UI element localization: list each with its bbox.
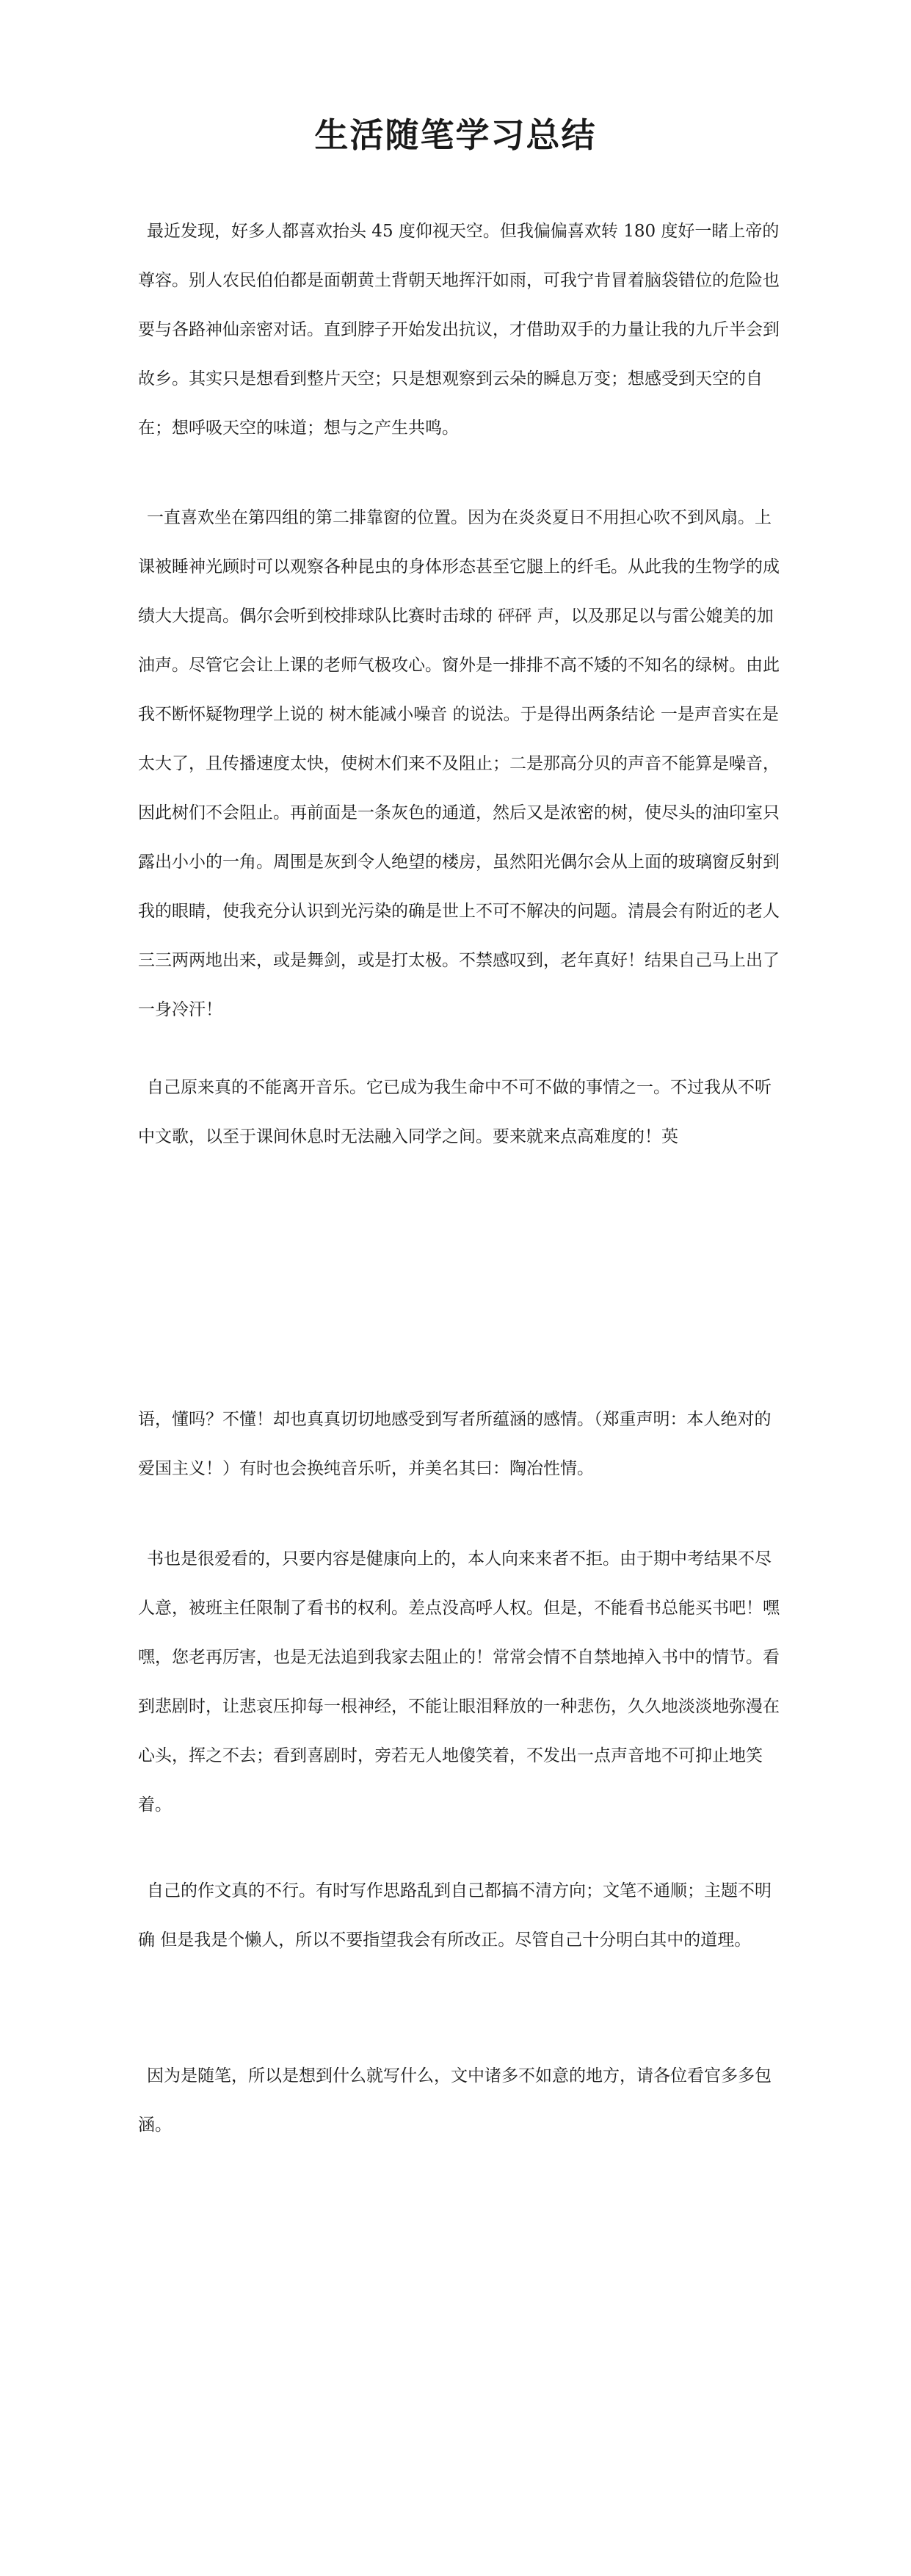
paragraph-text: 自己的作文真的不行。有时写作思路乱到自己都搞不清方向；文笔不通顺；主题不明确 但是我是个懒人，所以不要指望我会有所改正。尽管自己十分明白其中的道理。: [138, 1881, 772, 1950]
paragraph-music-continued: [138, 1395, 784, 1494]
paragraph-text: 因为是随笔，所以是想到什么就写什么，文中诸多不如意的地方，请各位看官多多包涵。: [138, 2066, 772, 2135]
paragraph-text: 最近发现，好多人都喜欢抬头 45 度仰视天空。但我偏偏喜欢转 180 度好一睹上帝的尊容。别人农民伯伯都是面朝黄土背朝天地挥汗如雨，可我宁肯冒着脑袋错位的危险也要与各路神仙亲密对话。直到脖子开始发出抗议，才借助双手的力量让我的九斤半会到故乡。其实只是想看到整片天空；只是想观察到云朵的瞬息万变；想感受到天空的自在；想呼吸天空的味道；想与之产生共鸣。: [138, 222, 780, 438]
paragraph-text: 书也是很爱看的，只要内容是健康向上的，本人向来来者不拒。由于期中考结果不尽人意，被班主任限制了看书的权利。差点没高呼人权。但是，不能看书总能买书吧！嘿嘿，您老再厉害，也是无法追到我家去阻止的！常常会情不自禁地掉入书中的情节。看到悲剧时，让悲哀压抑每一根神经，不能让眼泪释放的一种悲伤，久久地淡淡地弥漫在心头，挥之不去；看到喜剧时，旁若无人地傻笑着，不发出一点声音地不可抑止地笑着。: [138, 1549, 780, 1815]
paragraph-books: [138, 1535, 784, 1830]
paragraph-closing: [138, 2052, 784, 2150]
paragraph-window-seat: [138, 493, 784, 1035]
paragraph-text: 一直喜欢坐在第四组的第二排靠窗的位置。因为在炎炎夏日不用担心吹不到风扇。上课被睡神光顾时可以观察各种昆虫的身体形态甚至它腿上的纤毛。从此我的生物学的成绩大大提高。偶尔会听到校排球队比赛时击球的 砰砰 声，以及那足以与雷公媲美的加油声。尽管它会让上课的老师气极攻心。窗外是一排排不高不矮的不知名的绿树。由此我不断怀疑物理学上说的 树木能减小噪音 的说法。于是得出两条结论 一是声音实在是太大了，且传播速度太快，使树木们来不及阻止；二是那高分贝的声音不能算是噪音，因此树们不会阻止。再前面是一条灰色的通道，然后又是浓密的树，使尽头的油印室只露出小小的一角。周围是灰到令人绝望的楼房，虽然阳光偶尔会从上面的玻璃窗反射到我的眼睛，使我充分认识到光污染的确是世上不可不解决的问题。清晨会有附近的老人三三两两地出来，或是舞剑，或是打太极。不禁感叹到，老年真好！结果自己马上出了一身冷汗！: [138, 508, 780, 1019]
paragraph-text: 语，懂吗？不懂！却也真真切切地感受到写者所蕴涵的感情。（郑重声明：本人绝对的爱国主义！）有时也会换纯音乐听，并美名其曰：陶冶性情。: [138, 1410, 772, 1478]
paragraph-writing: [138, 1867, 784, 1965]
paragraph-music: [138, 1063, 784, 1162]
document-title: 生活随笔学习总结: [314, 115, 597, 155]
paragraph-text: 自己原来真的不能离开音乐。它已成为我生命中不可不做的事情之一。不过我从不听中文歌，以至于课间休息时无法融入同学之间。要来就来点高难度的！英: [138, 1078, 772, 1146]
paragraph-sky: [138, 207, 784, 453]
